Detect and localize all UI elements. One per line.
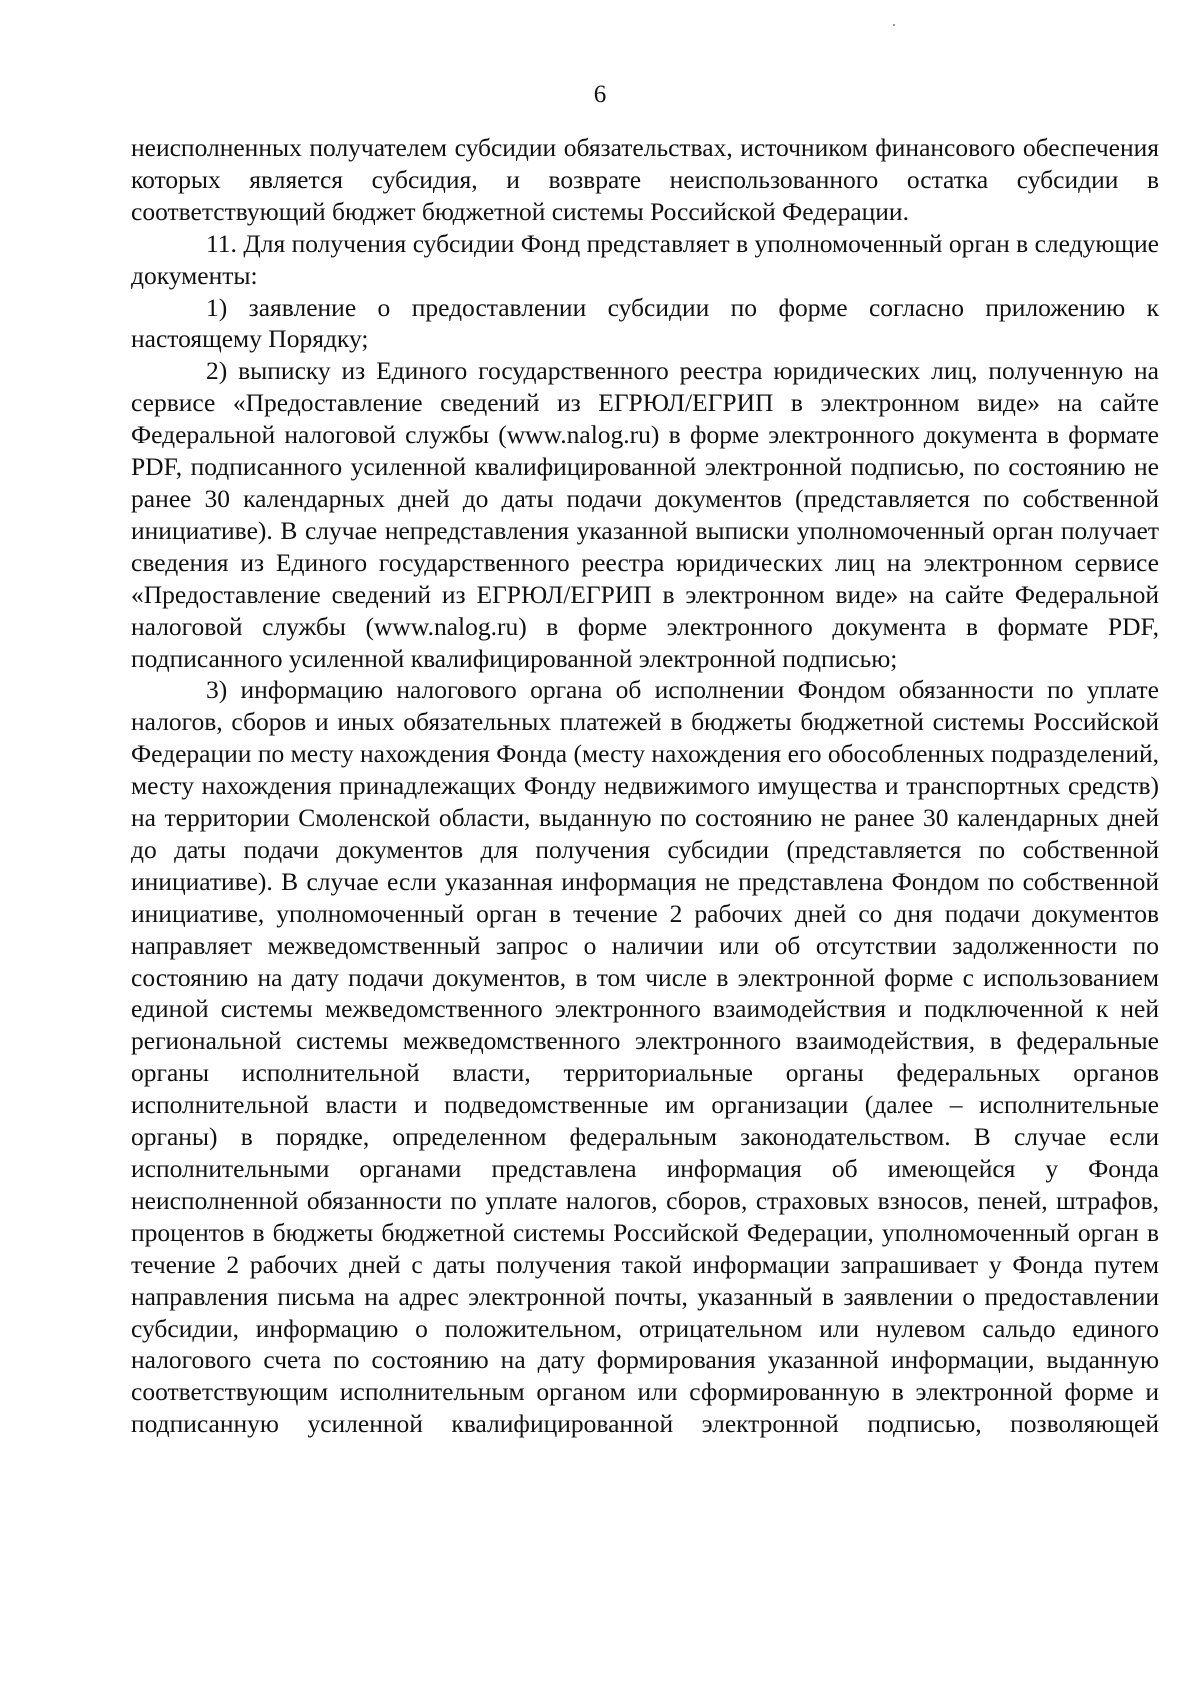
paragraph-item-11: 11. Для получения субсидии Фонд представляет в уполномоченный орган в следующие документы: [131,228,1159,290]
paragraph-continuation: неисполненных получателем субсидии обязательствах, источником финансового обеспечения которых является субсидия, и возврате неиспользованного остатка субсидии в соответствующий бюджет бюджетной системы Российской Федерации. [131,133,1159,226]
paragraph-subitem-2: 2) выписку из Единого государственного реестра юридических лиц, полученную на сервисе «Предоставление сведений из ЕГРЮЛ/ЕГРИП в электронном виде» на сайте Федеральной налоговой службы (www.nalog.ru) в форме электронного документа в формате PDF, подписанного усиленной квалифицированной электронной подписью, по состоянию не ранее 30 календарных дней до даты подачи документов (представляется по собственной инициативе). В случае непредставления указанной выписки уполномоченный орган получает сведения из Единого государственного реестра юридических лиц на электронном сервисе «Предоставление сведений из ЕГРЮЛ/ЕГРИП в электронном виде» на сайте Федеральной налоговой службы (www.nalog.ru) в форме электронного документа в формате PDF, подписанного усиленной квалифицированной электронной подписью; [131,356,1159,673]
paragraph-subitem-1: 1) заявление о предоставлении субсидии по форме согласно приложению к настоящему Порядку; [131,292,1159,354]
page-number: 6 [593,81,607,108]
paragraph-subitem-3: 3) информацию налогового органа об исполнении Фондом обязанности по уплате налогов, сборов и иных обязательных платежей в бюджеты бюджетной системы Российской Федерации по месту нахождения Фонда (месту нахождения его обособленных подразделений, месту нахождения принадлежащих Фонду недвижимого имущества и транспортных средств) на территории Смоленской области, выданную по состоянию не ранее 30 календарных дней до даты подачи документов для получения субсидии (представляется по собственной инициативе). В случае если указанная информация не представлена Фондом по собственной инициативе, уполномоченный орган в течение 2 рабочих дней со дня подачи документов направляет межведомственный запрос о наличии или об отсутствии задолженности по состоянию на дату подачи документов, в том числе в электронной форме с использованием единой системы межведомственного электронного взаимодействия и подключенной к ней региональной системы межведомственного электронного взаимодействия, в федеральные органы исполнительной власти, территориальные органы федеральных органов исполнительной власти и подведомственные им организации (далее – исполнительные органы) в порядке, определенном федеральным законодательством. В случае если исполнительными органами представлена информация об имеющейся у Фонда неисполненной обязанности по уплате налогов, сборов, страховых взносов, пеней, штрафов, процентов в бюджеты бюджетной системы Российской Федерации, уполномоченный орган в течение 2 рабочих дней с даты получения такой информации запрашивает у Фонда путем направления письма на адрес электронной почты, указанный в заявлении о предоставлении субсидии, информацию о положительном, отрицательном или нулевом сальдо единого налогового счета по состоянию на дату формирования указанной информации, выданную соответствующим исполнительным органом или сформированную в электронной форме и подписанную усиленной квалифицированной электронной подписью, позволяющей [131,675,1159,1439]
body-text [131,132,1159,1440]
scan-speck [893,24,895,26]
